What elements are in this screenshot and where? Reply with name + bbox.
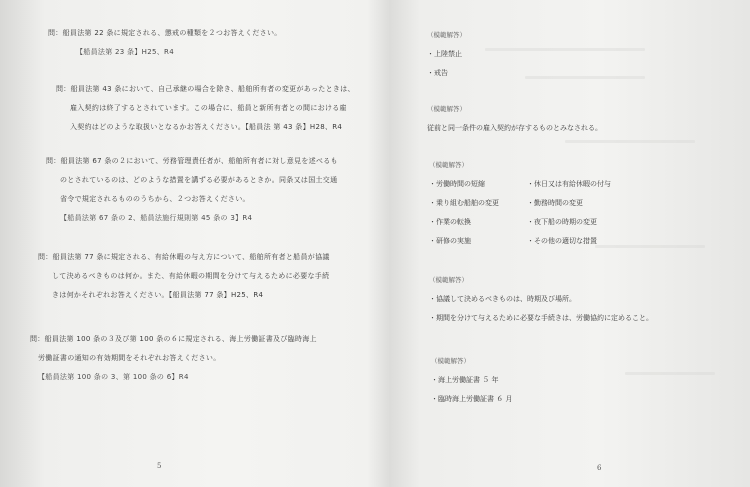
answer-item: ・勤務時間の変更	[527, 199, 583, 207]
answer-header: （模範解答）	[429, 161, 468, 169]
answer-line: ・臨時海上労働証書 ６ 月	[431, 395, 513, 403]
answer-line: 従前と同一条件の雇入契約が存するものとみなされる。	[427, 124, 602, 132]
answer-line: ・戒告	[427, 69, 448, 77]
question-ref: 【船員法第 23 条】H25、R4	[76, 48, 174, 56]
answer-item: ・研修の実施	[429, 237, 471, 245]
question-ref: 【船員法第 100 条の 3、第 100 条の 6】R4	[38, 373, 189, 381]
question-4	[38, 248, 330, 305]
answer-line: ・上陸禁止	[427, 50, 462, 58]
page-number: 6	[597, 464, 602, 472]
question-5	[30, 330, 317, 387]
answer-5	[431, 356, 512, 409]
answer-grid	[429, 175, 637, 251]
answer-item: ・夜下船の時期の変更	[527, 218, 597, 226]
question-text: 雇入契約は終了するとされています。この場合に、船員と新所有者との間における雇	[70, 104, 347, 112]
question-3	[46, 152, 338, 228]
answer-line: ・期間を分けて与えるために必要な手続きは、労働協約に定めること。	[429, 314, 653, 322]
question-ref: 【船員法第 67 条の 2、船員法施行規則第 45 条の 3】R4	[60, 214, 253, 222]
question-text: 問：船員法第 77 条に規定される、有給休暇の与え方について、船舶所有者と船員が協議	[38, 253, 330, 261]
answer-line: ・協議して決めるべきものは、時期及び場所。	[429, 295, 576, 303]
answer-2	[427, 104, 602, 138]
answer-header: （模範解答）	[427, 31, 466, 39]
answer-header: （模範解答）	[429, 276, 468, 284]
answer-1	[427, 30, 466, 83]
answer-item: ・作業の転換	[429, 218, 471, 226]
question-text: 省令で規定されるもののうちから、２つお答えください。	[60, 195, 250, 203]
answer-item: ・休日又は有給休暇の付与	[527, 180, 611, 188]
answer-item: ・その他の適切な措置	[527, 237, 597, 245]
question-1	[48, 24, 282, 62]
question-text: 問：船員法第 43 条において、自己承継の場合を除き、船舶所有者の変更があったときは、	[56, 85, 355, 93]
question-text: 入契約はどのような取扱いとなるかお答えください。【船員法 第 43 条】H28、R4	[70, 123, 343, 131]
question-2	[56, 80, 355, 137]
answer-4	[429, 275, 653, 328]
question-text: 労働証書の通知の有効期間をそれぞれお答えください。	[38, 354, 221, 362]
question-text: 問：船員法第 22 条に規定される、懲戒の種類を２つお答えください。	[48, 29, 282, 37]
question-text: のとされているのは、どのような措置を講ずる必要があるときか。同条又は国土交通	[60, 176, 338, 184]
question-text: 問：船員法第 100 条の３及び第 100 条の６に規定される、海上労働証書及び臨時海上	[30, 335, 317, 343]
right-page	[385, 0, 750, 487]
question-text: 問：船員法第 67 条の２において、労務管理責任者が、船舶所有者に対し意見を述べるも	[46, 157, 338, 165]
page-number: 5	[157, 462, 162, 470]
answer-header: （模範解答）	[431, 357, 470, 365]
answer-line: ・海上労働証書 ５ 年	[431, 376, 499, 384]
answer-item: ・乗り組む船舶の変更	[429, 199, 499, 207]
answer-3	[429, 160, 637, 251]
answer-header: （模範解答）	[427, 105, 466, 113]
question-text: きは何かそれぞれお答えください。【船員法第 77 条】H25、R4	[52, 291, 264, 299]
question-text: して決めるべきものは何か。また、有給休暇の期間を分けて与えるために必要な手続	[52, 272, 330, 280]
answer-item: ・労働時間の短縮	[429, 180, 485, 188]
